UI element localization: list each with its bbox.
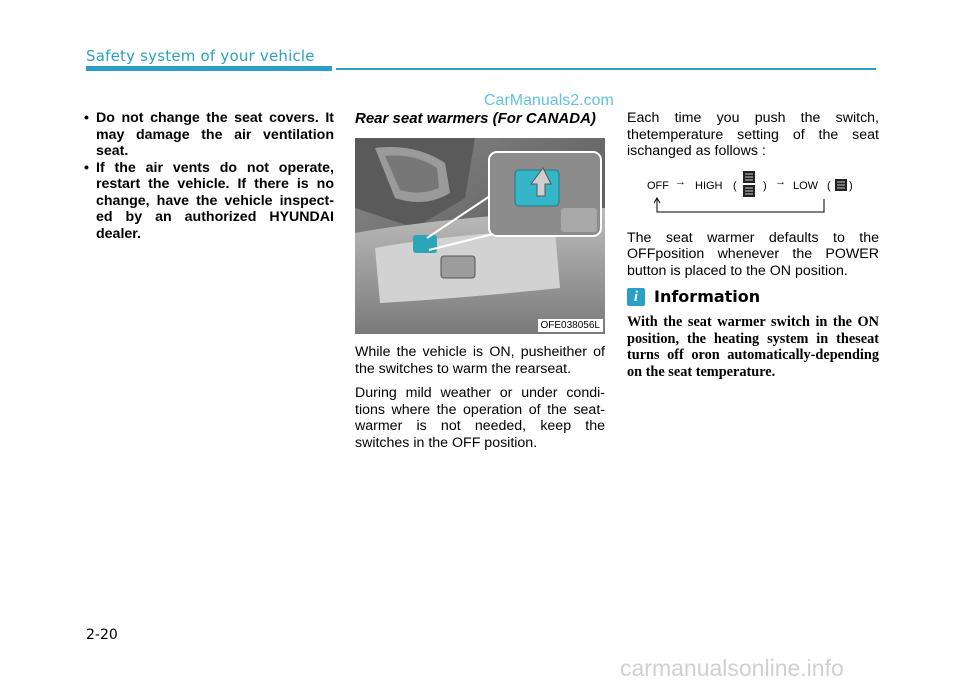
door-panel-photo — [355, 138, 605, 334]
sequence-high-label: HIGH — [695, 179, 723, 192]
page-number: 2-20 — [86, 627, 118, 643]
section-header-title: Safety system of your vehicle — [86, 47, 315, 65]
section-heading: Rear seat warmers (For CANADA) — [355, 110, 596, 127]
arrow-right-icon: → — [775, 175, 786, 188]
right-column — [627, 110, 879, 380]
image-reference-code: OFE038056L — [538, 319, 604, 332]
warning-bullet-list — [82, 110, 334, 242]
paragraph: The seat warmer defaults to the OFFposition whenever the POWER button is placed to the ON position. — [627, 229, 879, 279]
paragraph: Each time you push the switch, thetemperature setting of the seat ischanged as follows : — [627, 110, 879, 159]
door-panel-illustration — [355, 138, 605, 334]
sequence-off-label: OFF — [647, 179, 669, 192]
information-heading — [627, 287, 879, 306]
return-arrow-icon — [652, 196, 827, 216]
info-icon: i — [627, 288, 645, 306]
header-rule — [336, 68, 876, 70]
left-column — [82, 110, 334, 242]
bullet-item: • Do not change the seat covers. It may damage the air ventilation seat. — [82, 110, 334, 160]
watermark-top: CarManuals2.com — [484, 92, 614, 109]
bullet-item: • If the air vents do not operate, restart the vehicle. If there is no change, have the vehicle inspect-ed by an authorized HYUNDAI dealer. — [82, 160, 334, 243]
paragraph: While the vehicle is ON, pusheither of the switches to warm the rearseat. — [355, 344, 605, 377]
sequence-low-label: LOW — [793, 179, 819, 192]
paragraph: During mild weather or under condi-tions where the operation of the seat-warmer is not needed, keep the switches in the OFF position. — [355, 385, 605, 451]
middle-column — [355, 110, 605, 459]
information-text: With the seat warmer switch in the ON position, the heating system in theseat turns off oron automatically-depending on the seat temperature. — [627, 314, 879, 380]
temperature-sequence-diagram: OFF → HIGH ( ) → LOW ( ) — [627, 170, 879, 220]
header-accent-bar — [86, 66, 332, 71]
arrow-right-icon: → — [675, 175, 686, 188]
watermark-bottom: carmanualsonline.info — [620, 655, 844, 681]
information-title: Information — [654, 287, 761, 306]
seat-heat-low-icon — [834, 178, 848, 195]
